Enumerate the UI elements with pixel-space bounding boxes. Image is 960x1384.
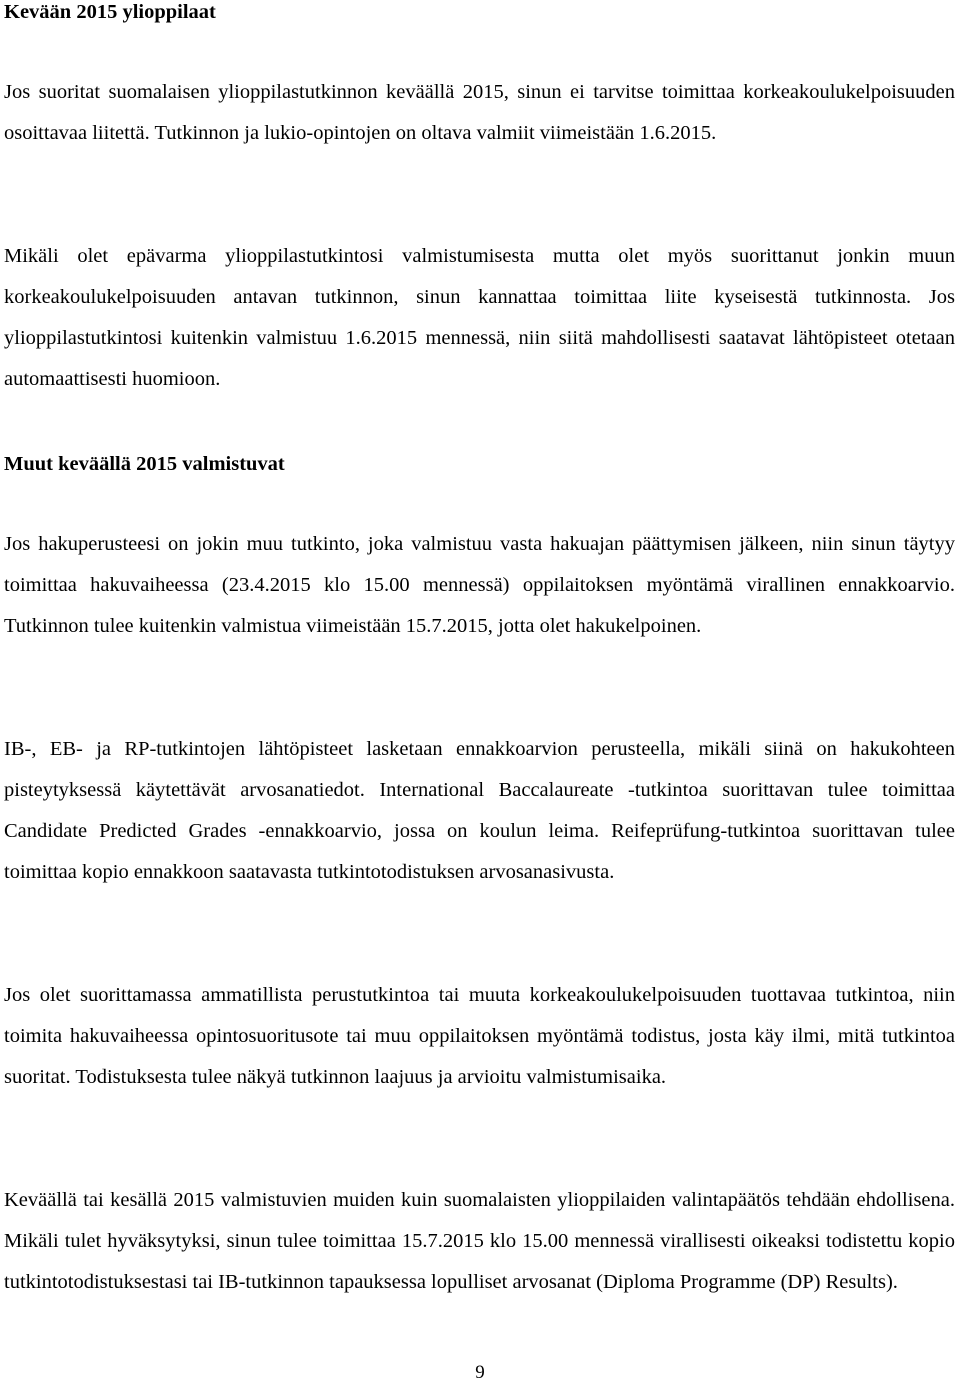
paragraph-finnish-matriculation: Jos suoritat suomalaisen ylioppilastutkinnon keväällä 2015, sinun ei tarvitse toimittaa korkeakoulukelpoisuuden osoittavaa liitettä. Tutkinnon ja lukio-opintojen on oltava valmiit viimeistään 1.6.2015. <box>4 81 955 144</box>
section-heading-other-spring-2015-graduates: Muut keväällä 2015 valmistuvat <box>4 453 285 475</box>
paragraph-other-degree-estimate: Jos hakuperusteesi on jokin muu tutkinto, joka valmistuu vasta hakuajan päättymisen jälkeen, niin sinun täytyy toimittaa hakuvaiheessa (23.4.2015 klo 15.00 mennessä) oppilaitoksen myöntämä virallinen ennakkoarvio. Tutkinnon tulee kuitenkin valmistua viimeistään 15.7.2015, jotta olet hakukelpoinen. <box>4 533 955 637</box>
paragraph-vocational-degree: Jos olet suorittamassa ammatillista perustutkintoa tai muuta korkeakoulukelpoisuuden tuottavaa tutkintoa, niin toimita hakuvaiheessa opintosuoritusote tai muu oppilaitoksen myöntämä todistus, josta käy ilmi, mitä tutkintoa suoritat. Todistuksesta tulee näkyä tutkinnon laajuus ja arvioitu valmistumisaika. <box>4 984 955 1088</box>
document-page <box>4 0 955 1383</box>
paragraph-ib-eb-rp-points: IB-, EB- ja RP-tutkintojen lähtöpisteet lasketaan ennakkoarvion perusteella, mikäli siinä on hakukohteen pisteytyksessä käytettävät arvosanatiedot. International Baccalaureate -tutkintoa suorittavan tulee toimittaa Candidate Predicted Grades -ennakkoarvio, jossa on koulun leima. Reifeprüfung-tutkintoa suorittavan tulee toimittaa kopio ennakkoon saatavasta tutkintotodistuksen arvosanasivusta. <box>4 738 955 883</box>
paragraph-uncertain-matriculation: Mikäli olet epävarma ylioppilastutkintosi valmistumisesta mutta olet myös suorittanut jonkin muun korkeakoulukelpoisuuden antavan tutkinnon, sinun kannattaa toimittaa liite kyseisestä tutkinnosta. Jos ylioppilastutkintosi kuitenkin valmistuu 1.6.2015 mennessä, niin siitä mahdollisesti saatavat lähtöpisteet otetaan automaattisesti huomioon. <box>4 245 955 390</box>
section-heading-spring-2015-graduates: Kevään 2015 ylioppilaat <box>4 1 216 23</box>
paragraph-conditional-admission: Keväällä tai kesällä 2015 valmistuvien muiden kuin suomalaisten ylioppilaiden valintapäätös tehdään ehdollisena. Mikäli tulet hyväksytyksi, sinun tulee toimittaa 15.7.2015 klo 15.00 mennessä virallisesti oikeaksi todistettu kopio tutkintotodistuksestasi tai IB-tutkinnon tapauksessa lopulliset arvosanat (Diploma Programme (DP) Results). <box>4 1189 955 1293</box>
page-number: 9 <box>475 1362 485 1383</box>
